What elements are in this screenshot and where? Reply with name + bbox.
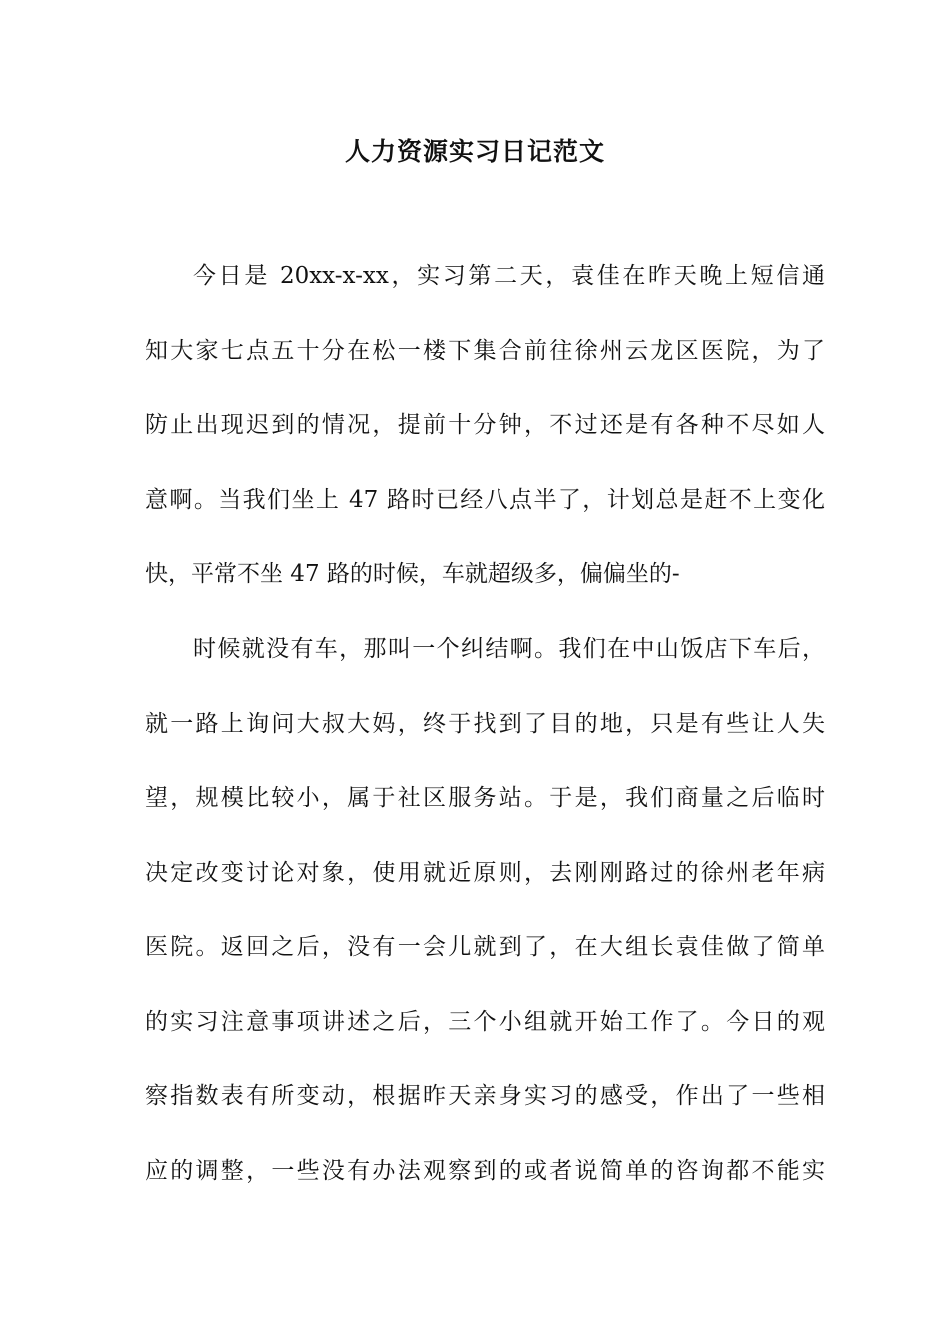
paragraph-2-line-4: 决定改变讨论对象，使用就近原则，去刚刚路过的徐州老年病 — [145, 860, 825, 886]
paragraph-1-line-2: 知大家七点五十分在松一楼下集合前往徐州云龙区医院，为了 — [145, 338, 825, 364]
paragraph-2-line-3: 望，规模比较小，属于社区服务站。于是，我们商量之后临时 — [145, 785, 825, 811]
paragraph-1-line-3: 防止出现迟到的情况，提前十分钟，不过还是有各种不尽如人 — [145, 412, 825, 438]
document-title: 人力资源实习日记范文 — [344, 137, 605, 166]
paragraph-1-line-4: 意啊。当我们坐上 47 路时已经八点半了，计划总是赶不上变化 — [145, 487, 825, 513]
paragraph-2-line-1: 时候就没有车，那叫一个纠结啊。我们在中山饭店下车后， — [193, 636, 825, 662]
paragraph-2-line-8: 应的调整，一些没有办法观察到的或者说简单的咨询都不能实 — [145, 1158, 825, 1184]
paragraph-2-line-5: 医院。返回之后，没有一会儿就到了，在大组长袁佳做了简单 — [145, 934, 825, 960]
paragraph-2-line-6: 的实习注意事项讲述之后，三个小组就开始工作了。今日的观 — [145, 1009, 825, 1035]
paragraph-2-line-2: 就一路上询问大叔大妈，终于找到了目的地，只是有些让人失 — [145, 711, 825, 737]
paragraph-2-line-7: 察指数表有所变动，根据昨天亲身实习的感受，作出了一些相 — [145, 1083, 825, 1109]
paragraph-1-line-5: 快，平常不坐 47 路的时候，车就超级多，偏偏坐的- — [145, 561, 680, 587]
paragraph-1-line-1: 今日是 20xx-x-xx，实习第二天，袁佳在昨天晚上短信通 — [193, 263, 825, 289]
